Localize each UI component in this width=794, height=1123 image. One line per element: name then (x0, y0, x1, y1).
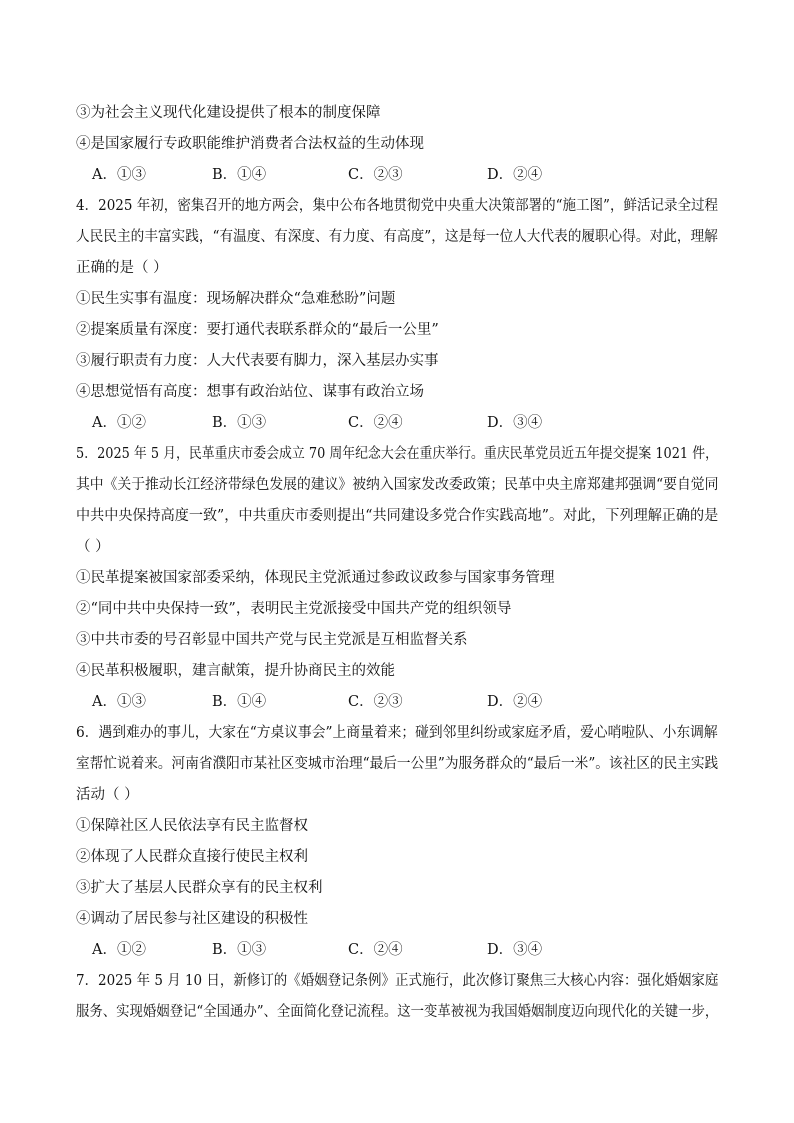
q3-option-b[interactable]: B．①④ (212, 167, 267, 183)
q5-statement-3: ③中共市委的号召彰显中国共产党与民主党派是互相监督关系 (76, 632, 468, 648)
q6-option-b[interactable]: B．①③ (212, 942, 267, 958)
q6-statement-1: ①保障社区人民依法享有民主监督权 (76, 818, 308, 834)
q4-stem-line-1: 4．2025 年初，密集召开的地方两会，集中公布各地贯彻党中央重大决策部署的“施工图”，鲜活记录全过程 (76, 198, 719, 214)
q5-option-d[interactable]: D．②④ (487, 694, 543, 710)
q6-statement-2: ②体现了人民群众直接行使民主权利 (76, 849, 308, 865)
q6-option-a[interactable]: A．①② (92, 942, 146, 958)
q6-stem-line-3: 活动（ ） (76, 787, 139, 803)
q6-stem-line-1: 6．遇到难办的事儿，大家在“方桌议事会”上商量着来；碰到邻里纠纷或家庭矛盾，爱心哨啦队、小东调解 (76, 725, 718, 741)
q4-option-b[interactable]: B．①③ (212, 415, 267, 431)
q5-option-c[interactable]: C．②③ (348, 694, 403, 710)
q7-stem-line-1: 7．2025 年 5 月 10 日，新修订的《婚姻登记条例》正式施行，此次修订聚焦三大核心内容：强化婚姻家庭 (76, 973, 719, 989)
q3-option-c[interactable]: C．②③ (348, 167, 403, 183)
q3-statement-3: ③为社会主义现代化建设提供了根本的制度保障 (76, 105, 381, 121)
q5-statement-2: ②“同中共中央保持一致”，表明民主党派接受中国共产党的组织领导 (76, 601, 512, 617)
q5-option-b[interactable]: B．①④ (212, 694, 267, 710)
q3-option-a[interactable]: A．①③ (92, 167, 146, 183)
q4-statement-4: ④思想觉悟有高度：想事有政治站位、谋事有政治立场 (76, 384, 424, 400)
q4-statement-1: ①民生实事有温度：现场解决群众“急难愁盼”问题 (76, 291, 396, 307)
q5-stem-line-1: 5．2025 年 5 月，民革重庆市委会成立 70 周年纪念大会在重庆举行。重庆民革党员近五年提交提案 1021 件， (76, 446, 718, 462)
q4-option-a[interactable]: A．①② (92, 415, 146, 431)
q3-statement-4: ④是国家履行专政职能维护消费者合法权益的生动体现 (76, 136, 424, 152)
q6-stem-line-2: 室帮忙说着来。河南省濮阳市某社区变城市治理“最后一公里”为服务群众的“最后一米”。该社区的民主实践 (76, 756, 719, 772)
q4-statement-2: ②提案质量有深度：要打通代表联系群众的“最后一公里” (76, 322, 439, 338)
q5-stem-line-2: 其中《关于推动长江经济带绿色发展的建议》被纳入国家发改委政策；民革中央主席郑建邦强调“要自觉同 (76, 477, 719, 493)
q7-stem-line-2: 服务、实现婚姻登记“全国通办”、全面简化登记流程。这一变革被视为我国婚姻制度迈向现代化的关键一步， (76, 1004, 719, 1020)
q3-option-d[interactable]: D．②④ (487, 167, 543, 183)
q6-option-c[interactable]: C．②④ (348, 942, 403, 958)
q4-stem-line-2: 人民民主的丰富实践，“有温度、有深度、有力度、有高度”，这是每一位人大代表的履职心得。对此，理解 (76, 229, 718, 245)
q4-option-d[interactable]: D．③④ (487, 415, 543, 431)
q5-stem-line-3: 中共中央保持高度一致”，中共重庆市委则提出“共同建设多党合作实践高地”。对此，下列理解正确的是 (76, 508, 719, 524)
q5-stem-line-4: （ ） (76, 539, 110, 555)
q4-statement-3: ③履行职责有力度：人大代表要有脚力，深入基层办实事 (76, 353, 439, 369)
q5-option-a[interactable]: A．①③ (92, 694, 146, 710)
q4-option-c[interactable]: C．②④ (348, 415, 403, 431)
q6-statement-4: ④调动了居民参与社区建设的积极性 (76, 911, 308, 927)
q5-statement-1: ①民革提案被国家部委采纳，体现民主党派通过参政议政参与国家事务管理 (76, 570, 555, 586)
q4-stem-line-3: 正确的是（ ） (76, 260, 168, 276)
q5-statement-4: ④民革积极履职，建言献策，提升协商民主的效能 (76, 663, 395, 679)
q6-option-d[interactable]: D．③④ (487, 942, 543, 958)
q6-statement-3: ③扩大了基层人民群众享有的民主权利 (76, 880, 323, 896)
